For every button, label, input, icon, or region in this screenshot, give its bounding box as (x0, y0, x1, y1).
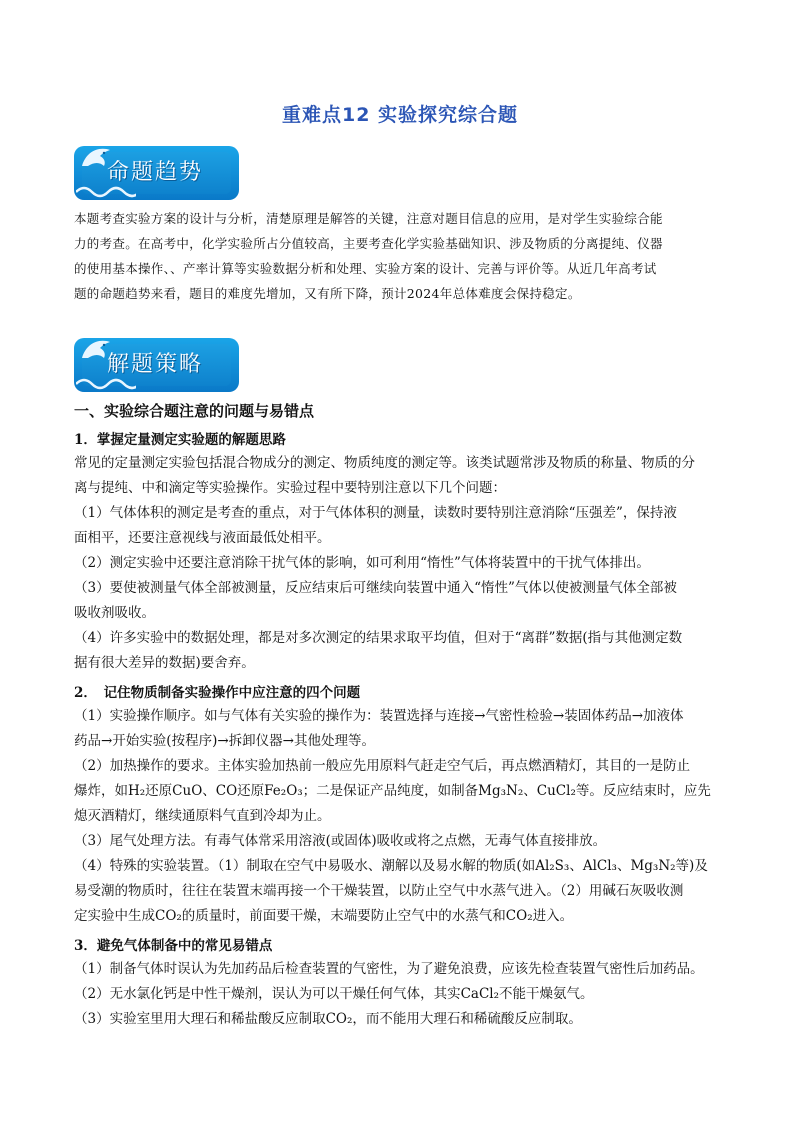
text-line: 药品→开始实验(按程序)→拆卸仪器→其他处理等。 (74, 733, 375, 749)
text-line: 熄灭酒精灯，继续通原料气直到冷却为止。 (74, 808, 331, 824)
text-line: （1）实验操作顺序。如与气体有关实验的操作为：装置选择与连接→气密性检验→装固体药品→加液体 (74, 708, 684, 724)
intro-paragraph (74, 206, 724, 306)
text-line: 爆炸，如H₂还原CuO、CO还原Fe₂O₃；二是保证产品纯度，如制备Mg₃N₂、CuCl₂等。反应结束时，应先 (74, 783, 711, 799)
text-line: （4）许多实验中的数据处理，都是对多次测定的结果求取平均值，但对于“离群”数据(指与其他测定数 (74, 630, 683, 646)
text-line: （3）要使被测量气体全部被测量，反应结束后可继续向装置中通入“惰性”气体以使被测量气体全部被 (74, 580, 677, 596)
text-line: 据有很大差异的数据)要舍弃。 (74, 655, 255, 671)
text-line: （4）特殊的实验装置。（1）制取在空气中易吸水、潮解以及易水解的物质(如Al₂S₃、AlCl₃、Mg₃N₂等)及 (74, 858, 708, 874)
text-line: （3）尾气处理方法。有毒气体常采用溶液(或固体)吸收或将之点燃，无毒气体直接排放。 (74, 833, 607, 849)
text-line: （2）无水氯化钙是中性干燥剂，误认为可以干燥任何气体，其实CaCl₂不能干燥氨气。 (74, 986, 594, 1002)
text-line: 离与提纯、中和滴定等实验操作。实验过程中要特别注意以下几个问题： (74, 480, 506, 496)
text-line: 力的考查。在高考中，化学实验所占分值较高，主要考查化学实验基础知识、涉及物质的分离提纯、仪器 (74, 236, 663, 251)
page-title: 重难点12 实验探究综合题 (281, 104, 519, 126)
text-line: （3）实验室里用大理石和稀盐酸反应制取CO₂，而不能用大理石和稀硫酸反应制取。 (74, 1011, 582, 1027)
text-line: 常见的定量测定实验包括混合物成分的测定、物质纯度的测定等。该类试题常涉及物质的称量、物质的分 (74, 455, 695, 471)
subsection-body (74, 957, 724, 1032)
subsection-heading: 3．避免气体制备中的常见易错点 (74, 938, 273, 954)
text-line: 的使用基本操作、、产率计算等实验数据分析和处理、实验方案的设计、完善与评价等。从近几年高考试 (74, 261, 657, 276)
banner-label: 命题趋势 (107, 160, 204, 185)
banner-label: 解题策略 (107, 352, 204, 377)
text-line: 面相平，还要注意视线与液面最低处相平。 (74, 530, 331, 546)
text-line: （2）加热操作的要求。主体实验加热前一般应先用原料气赶走空气后，再点燃酒精灯，其目的一是防止 (74, 758, 691, 774)
subsection-body (74, 451, 724, 676)
text-line: （2）测定实验中还要注意消除干扰气体的影响，如可利用“惰性”气体将装置中的干扰气体排出。 (74, 555, 650, 571)
text-line: （1）气体体积的测定是考查的重点，对于气体体积的测量，读数时要特别注意消除“压强差”，保持液 (74, 505, 677, 521)
text-line: 题的命题趋势来看，题目的难度先增加，又有所下降，预计2024年总体难度会保持稳定。 (74, 286, 581, 301)
text-line: 定实验中生成CO₂的质量时，前面要干燥，末端要防止空气中的水蒸气和CO₂进入。 (74, 908, 574, 924)
banner-trend (74, 146, 239, 200)
subsection-heading: 1．掌握定量测定实验题的解题思路 (74, 432, 286, 448)
subsection-heading: 2． 记住物质制备实验操作中应注意的四个问题 (74, 685, 361, 701)
text-line: 吸收剂吸收。 (74, 605, 155, 621)
section-heading: 一、实验综合题注意的问题与易错点 (74, 402, 315, 420)
text-line: 易受潮的物质时，往往在装置末端再接一个干燥装置，以防止空气中水蒸气进入。（2）用碱石灰吸收测 (74, 883, 684, 899)
banner-strategy (74, 338, 239, 392)
text-line: 本题考查实验方案的设计与分析，清楚原理是解答的关键，注意对题目信息的应用，是对学生实验综合能 (74, 211, 663, 226)
subsection-body (74, 704, 724, 929)
text-line: （1）制备气体时误认为先加药品后检查装置的气密性，为了避免浪费，应该先检查装置气密性后加药品。 (74, 961, 704, 977)
